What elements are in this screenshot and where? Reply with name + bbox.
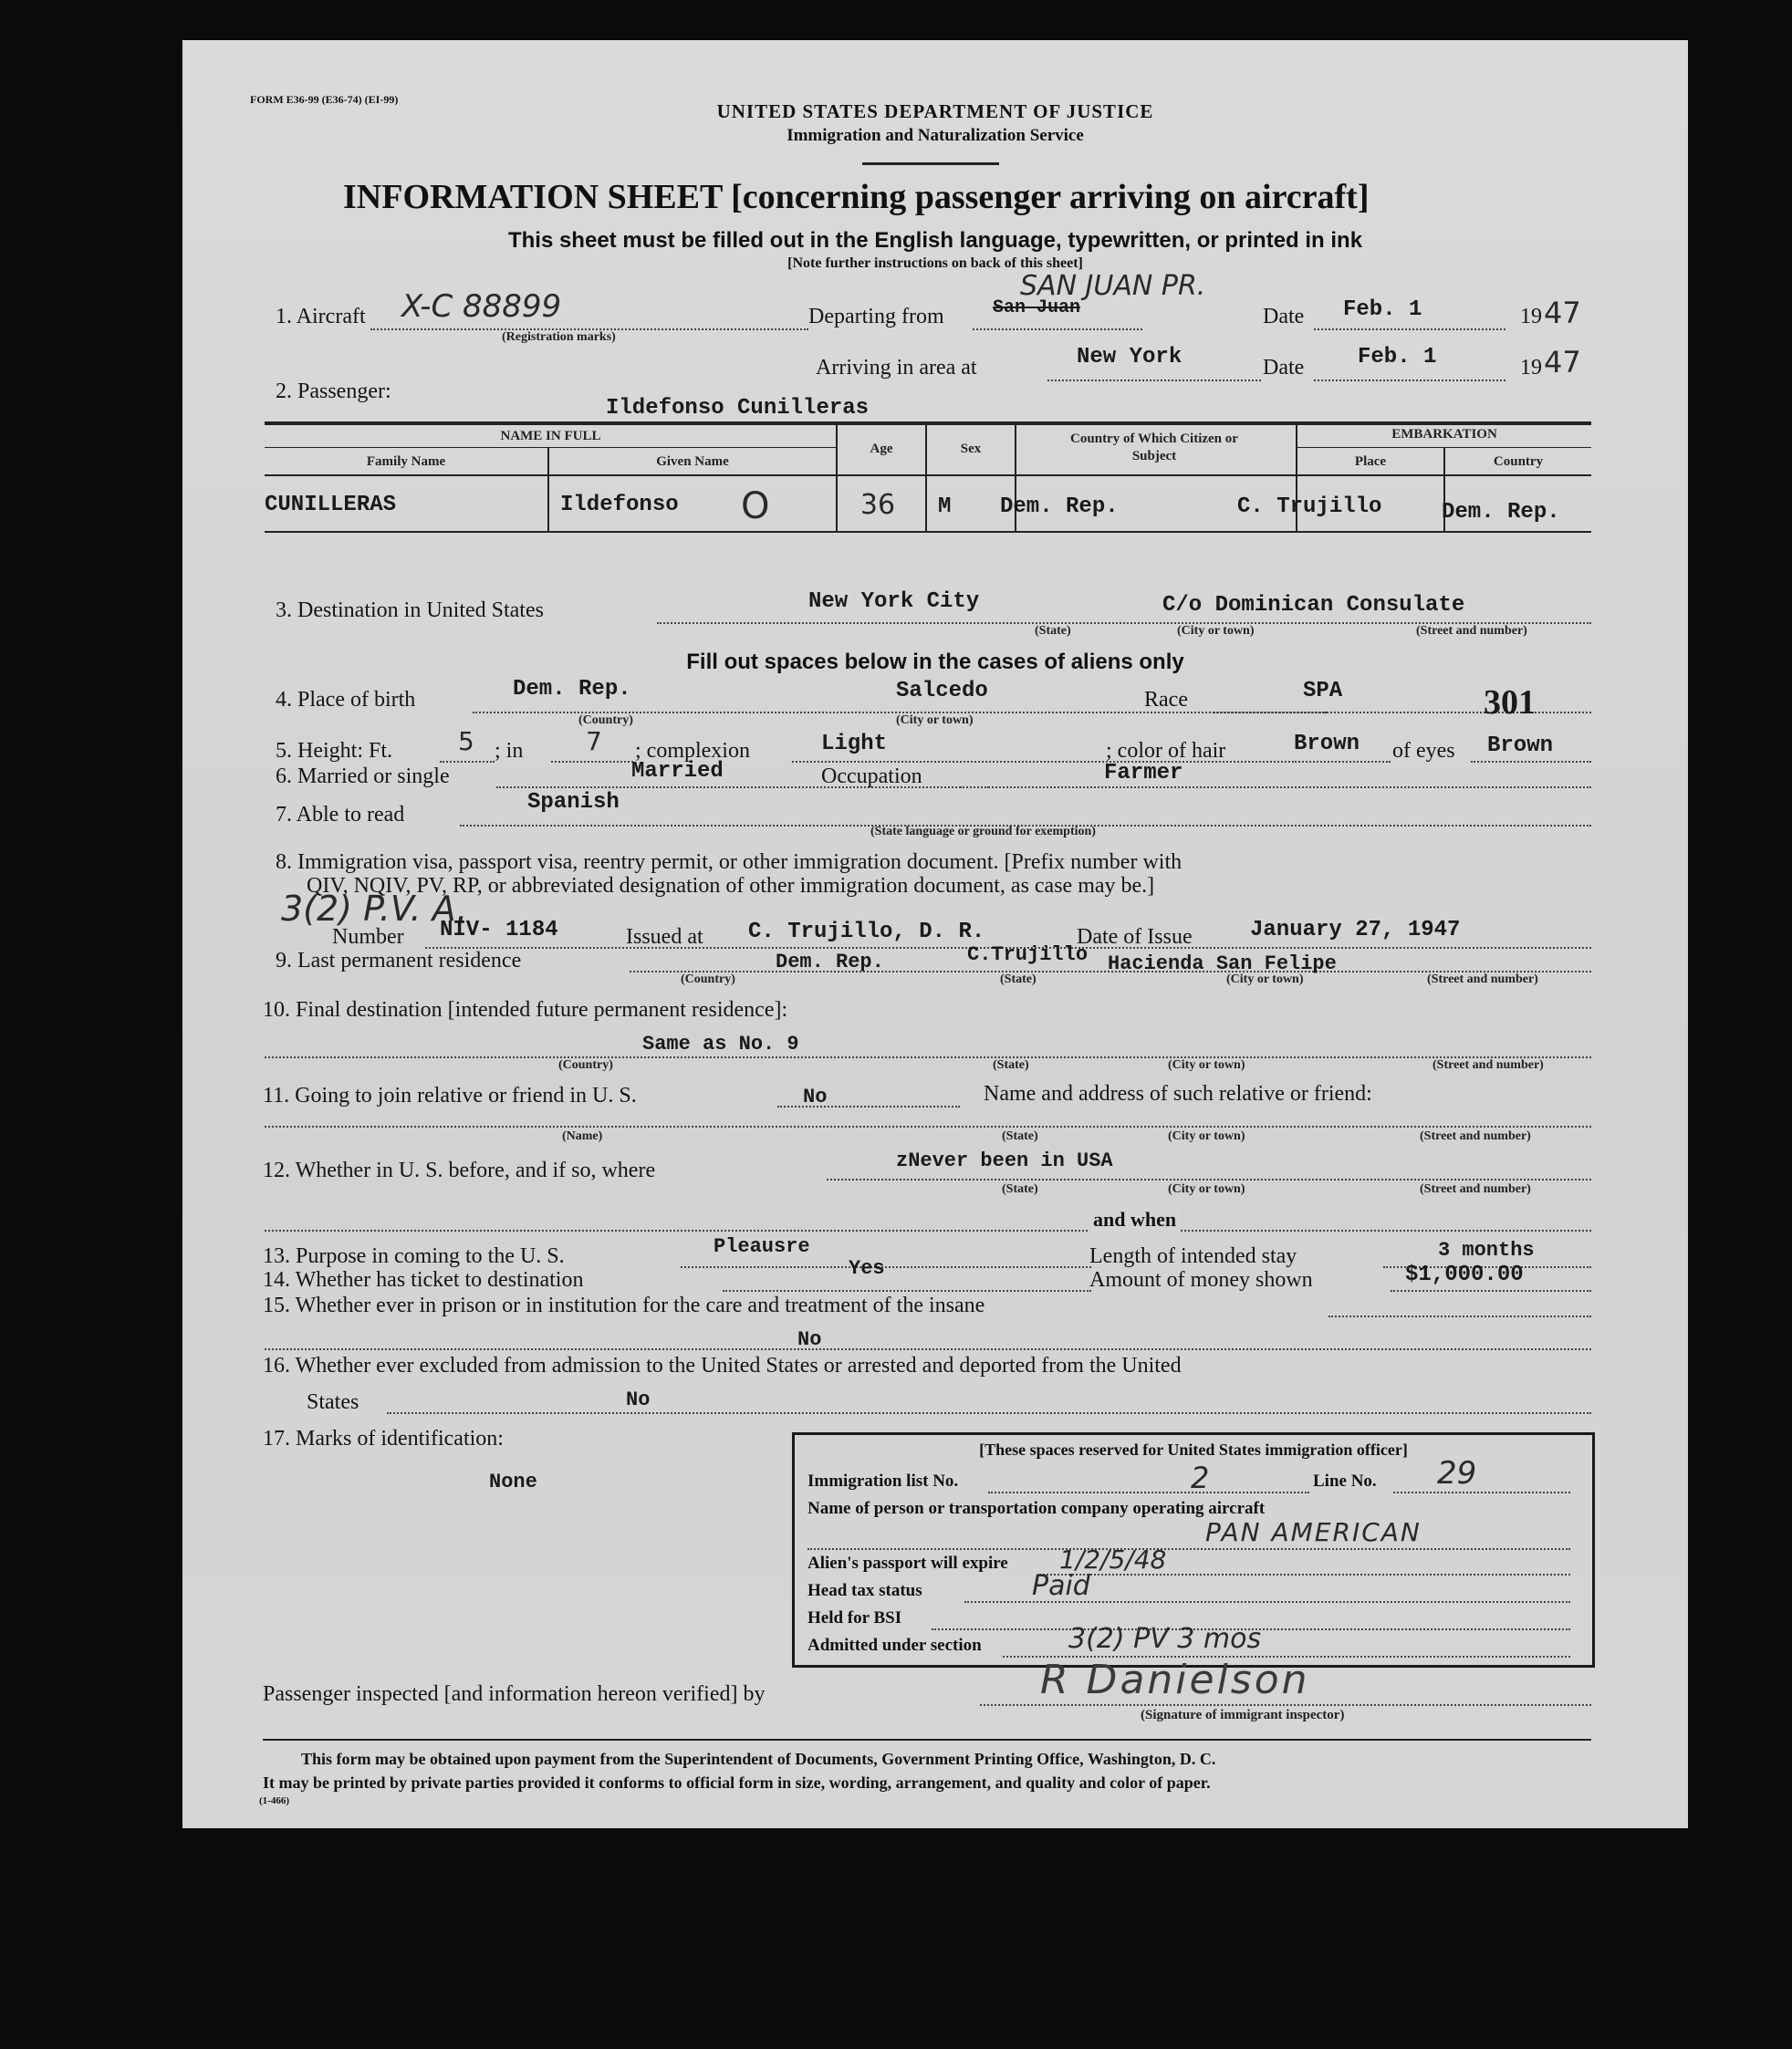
family-name-value: CUNILLERAS [265,493,397,517]
officer-box-heading: [These spaces reserved for United States immigration officer] [979,1441,1408,1459]
service-heading: Immigration and Naturalization Service [787,126,1084,145]
line-number-label: Line No. [1313,1472,1377,1491]
departing-label: Departing from [808,305,944,328]
embark-country-value: Dem. Rep. [1442,500,1560,525]
relative-address-line [265,1126,1591,1128]
relative-address-label: Name and address of such relative or friend: [984,1082,1372,1106]
name-in-full-header: NAME IN FULL [500,429,601,443]
section-label: Admitted under section [807,1636,982,1655]
residence-state-value: C.Trujillo [967,943,1089,966]
excluded-value: No [626,1389,651,1411]
visa-label-line1: 8. Immigration visa, passport visa, reentry permit, or other immigration document. [Prefix number with [276,850,1183,874]
line-number-value: 29 [1437,1455,1477,1492]
final-destination-state-caption: (State) [993,1058,1029,1072]
height-feet-line [440,761,495,763]
destination-city-caption: (City or town) [1177,624,1255,638]
sex-header: Sex [960,442,982,456]
birth-city-value: Salcedo [896,679,988,703]
company-line [807,1548,1570,1550]
read-caption: (State language or ground for exemption) [870,825,1096,838]
embark-country-header: Country [1493,454,1544,469]
list-number-line [988,1492,1309,1493]
birth-country-caption: (Country) [578,713,633,727]
final-destination-line [265,1056,1591,1058]
arriving-date-label: Date [1263,356,1305,380]
height-label: 5. Height: Ft. [276,739,393,763]
company-label: Name of person or transportation company operating aircraft [807,1499,1266,1518]
stay-length-label: Length of intended stay [1089,1244,1297,1268]
birth-country-value: Dem. Rep. [513,677,631,702]
destination-state-caption: (State) [1035,624,1071,638]
table-divider-3 [925,423,927,533]
aircraft-value: X-C 88899 [401,288,562,325]
purpose-line [681,1266,1091,1268]
embark-place-header: Place [1354,454,1387,469]
birthplace-label: 4. Place of birth [276,688,416,712]
residence-state-caption: (State) [1000,972,1037,986]
departing-date-line [1314,328,1505,330]
departing-date-value: Feb. 1 [1343,297,1422,322]
previous-visit-state-caption: (State) [1002,1182,1038,1196]
marital-value: Married [631,759,724,784]
final-destination-label: 10. Final destination [intended future permanent residence]: [263,998,788,1022]
residence-country-caption: (Country) [681,972,735,986]
title-main: INFORMATION SHEET [343,178,723,216]
citizen-country-value: Dem. Rep. [1000,494,1119,519]
destination-city-value: C/o Dominican Consulate [1162,593,1465,618]
departing-value: San Juan [993,297,1081,318]
signature-caption: (Signature of immigrant inspector) [1141,1708,1345,1722]
footer-line-1: This form may be obtained upon payment from the Superintendent of Documents, Government Printing Office, Washington, D. C. [301,1750,1216,1768]
arriving-date-line [1314,380,1505,381]
residence-label: 9. Last permanent residence [276,949,522,972]
passport-expire-label: Alien's passport will expire [807,1554,1008,1573]
visa-number-label: Number [332,925,404,949]
arriving-label: Arriving in area at [816,356,977,380]
race-label: Race [1144,688,1188,712]
page-title [343,177,1370,217]
prison-value: No [797,1328,822,1351]
join-relative-label: 11. Going to join relative or friend in U. S. [263,1084,637,1108]
department-heading: UNITED STATES DEPARTMENT OF JUSTICE [716,100,1154,122]
read-value: Spanish [527,790,620,815]
instruction-text: This sheet must be filled out in the English language, typewritten, or printed in ink [507,228,1363,253]
excluded-label-line1: 16. Whether ever excluded from admission to the United States or arrested and deported from the United [263,1354,1182,1378]
and-when-line [265,1230,1591,1232]
passenger-label: 2. Passenger: [276,380,391,403]
hair-line [1292,761,1391,763]
instruction-note: [Note further instructions on back of this sheet] [787,255,1083,271]
company-value: PAN AMERICAN [1205,1517,1422,1547]
arriving-date-value: Feb. 1 [1358,345,1437,369]
money-value: $1,000.00 [1405,1263,1524,1287]
departing-line [973,328,1142,330]
money-line [1391,1290,1591,1292]
visa-date-value: January 27, 1947 [1250,918,1461,942]
officer-box [792,1432,1595,1668]
money-label: Amount of money shown [1089,1268,1313,1292]
bsi-label: Held for BSI [807,1608,902,1628]
previous-visit-label: 12. Whether in U. S. before, and if so, where [263,1159,656,1182]
visa-handwritten: 3(2) P.V. A. [281,889,468,929]
ticket-value: Yes [849,1257,885,1280]
residence-city-value: Hacienda San Felipe [1108,952,1337,975]
aliens-only-heading: Fill out spaces below in the cases of aliens only [686,650,1184,674]
height-inches-value: 7 [586,726,602,756]
visa-label-line2: QIV, NQIV, PV, RP, or abbreviated designation of other immigration document, as case may be.] [307,874,1155,898]
final-destination-street-caption: (Street and number) [1433,1058,1544,1072]
name-header-rule [265,447,837,448]
form-sheet [182,40,1688,1828]
departing-year-prefix: 19 [1520,305,1542,328]
height-inches-label: ; in [495,739,524,763]
read-label: 7. Able to read [276,803,405,827]
final-destination-value: Same as No. 9 [642,1033,799,1056]
identification-label: 17. Marks of identification: [263,1427,504,1451]
relative-state-caption: (State) [1002,1129,1038,1143]
age-header: Age [870,442,893,456]
visa-date-label: Date of Issue [1077,925,1193,949]
occupation-value: Farmer [1104,761,1183,785]
race-value: SPA [1303,679,1343,703]
previous-visit-line [827,1179,1591,1181]
ticket-label: 14. Whether has ticket to destination [263,1268,584,1292]
title-sub: [concerning passenger arriving on aircraft] [731,178,1370,216]
given-name-mark: O [741,485,770,527]
join-relative-value: No [803,1086,828,1108]
identification-value: None [489,1471,537,1493]
table-top-rule [265,421,1591,425]
citizen-country-header: Country of Which Citizen or Subject [1070,432,1238,463]
passport-expire-value: 1/2/5/48 [1059,1545,1167,1575]
head-tax-label: Head tax status [807,1581,922,1600]
prison-line-2 [265,1348,1591,1350]
footer-rule [263,1739,1591,1741]
hair-value: Brown [1294,732,1360,756]
hair-label: ; color of hair [1106,739,1226,763]
head-tax-value: Paid [1032,1570,1090,1602]
relative-city-caption: (City or town) [1168,1129,1245,1143]
eyes-value: Brown [1487,733,1554,758]
prison-label: 15. Whether ever in prison or in institution for the care and treatment of the insane [263,1294,985,1317]
destination-street-caption: (Street and number) [1416,624,1527,638]
ticket-line [723,1290,1091,1292]
stay-length-value: 3 months [1438,1239,1535,1262]
occupation-label: Occupation [821,764,922,788]
line-number-line [1393,1492,1570,1493]
purpose-label: 13. Purpose in coming to the U. S. [263,1244,565,1268]
visa-number-value: NIV- 1184 [440,918,558,942]
purpose-value: Pleausre [714,1235,810,1258]
form-number: FORM E36-99 (E36-74) (EI-99) [250,93,399,106]
departing-year-value: 47 [1544,296,1581,330]
residence-city-caption: (City or town) [1226,972,1304,986]
prison-line [1328,1316,1591,1317]
arriving-year-value: 47 [1544,345,1581,380]
list-number-label: Immigration list No. [807,1472,959,1491]
previous-visit-street-caption: (Street and number) [1420,1182,1531,1196]
header-rule [862,162,999,165]
previous-visit-city-caption: (City or town) [1168,1182,1245,1196]
footer-form-code: (1-466) [259,1795,289,1806]
relative-street-caption: (Street and number) [1420,1129,1531,1143]
given-name-value: Ildefonso [560,493,679,517]
complexion-label: ; complexion [635,739,750,763]
registration-caption: (Registration marks) [502,330,616,344]
footer-line-2: It may be printed by private parties provided it conforms to official form in size, wording, arrangement, and quality and color of paper. [263,1773,1211,1792]
excluded-label-line2: States [307,1390,359,1414]
departing-date-label: Date [1263,305,1305,328]
marital-label: 6. Married or single [276,764,450,788]
age-value: 36 [860,489,896,521]
previous-visit-value: zNever been in USA [896,1149,1113,1172]
complexion-value: Light [821,732,888,756]
departing-handwritten: SAN JUAN PR. [1020,270,1206,302]
table-header-rule [265,474,1591,476]
arriving-line [1047,380,1261,381]
sex-value: M [938,494,952,519]
excluded-line [387,1412,1591,1414]
inspector-signature: R Danielson [1040,1657,1310,1703]
birth-city-caption: (City or town) [896,713,974,727]
destination-label: 3. Destination in United States [276,598,544,622]
eyes-line [1471,761,1591,763]
table-bottom-rule [265,531,1591,533]
list-number-value: 2 [1191,1461,1210,1495]
family-name-header: Family Name [366,454,446,469]
final-destination-city-caption: (City or town) [1168,1058,1245,1072]
occupation-line [960,786,1591,788]
race-code: 301 [1484,683,1536,722]
relative-name-caption: (Name) [562,1129,603,1143]
visa-issued-label: Issued at [626,925,703,949]
visa-issued-value: C. Trujillo, D. R. [748,920,985,944]
final-destination-country-caption: (Country) [558,1058,613,1072]
height-inches-line [551,761,633,763]
aircraft-label: 1. Aircraft [276,305,366,328]
inspected-label: Passenger inspected [and information hereon verified] by [263,1682,766,1706]
residence-country-value: Dem. Rep. [776,951,884,973]
height-feet-value: 5 [458,726,474,756]
arriving-value: New York [1077,345,1183,369]
and-when-label: and when [1089,1208,1180,1232]
embarkation-header: EMBARKATION [1391,427,1497,442]
destination-state-value: New York City [808,589,980,614]
arriving-year-prefix: 19 [1520,356,1542,380]
passenger-value: Ildefonso Cunilleras [606,396,870,421]
eyes-label: of eyes [1392,739,1455,763]
signature-line [980,1704,1591,1706]
residence-street-caption: (Street and number) [1427,972,1538,986]
given-name-header: Given Name [656,454,729,469]
section-value: 3(2) PV 3 mos [1068,1623,1262,1655]
embark-place-value: C. Trujillo [1237,494,1382,519]
